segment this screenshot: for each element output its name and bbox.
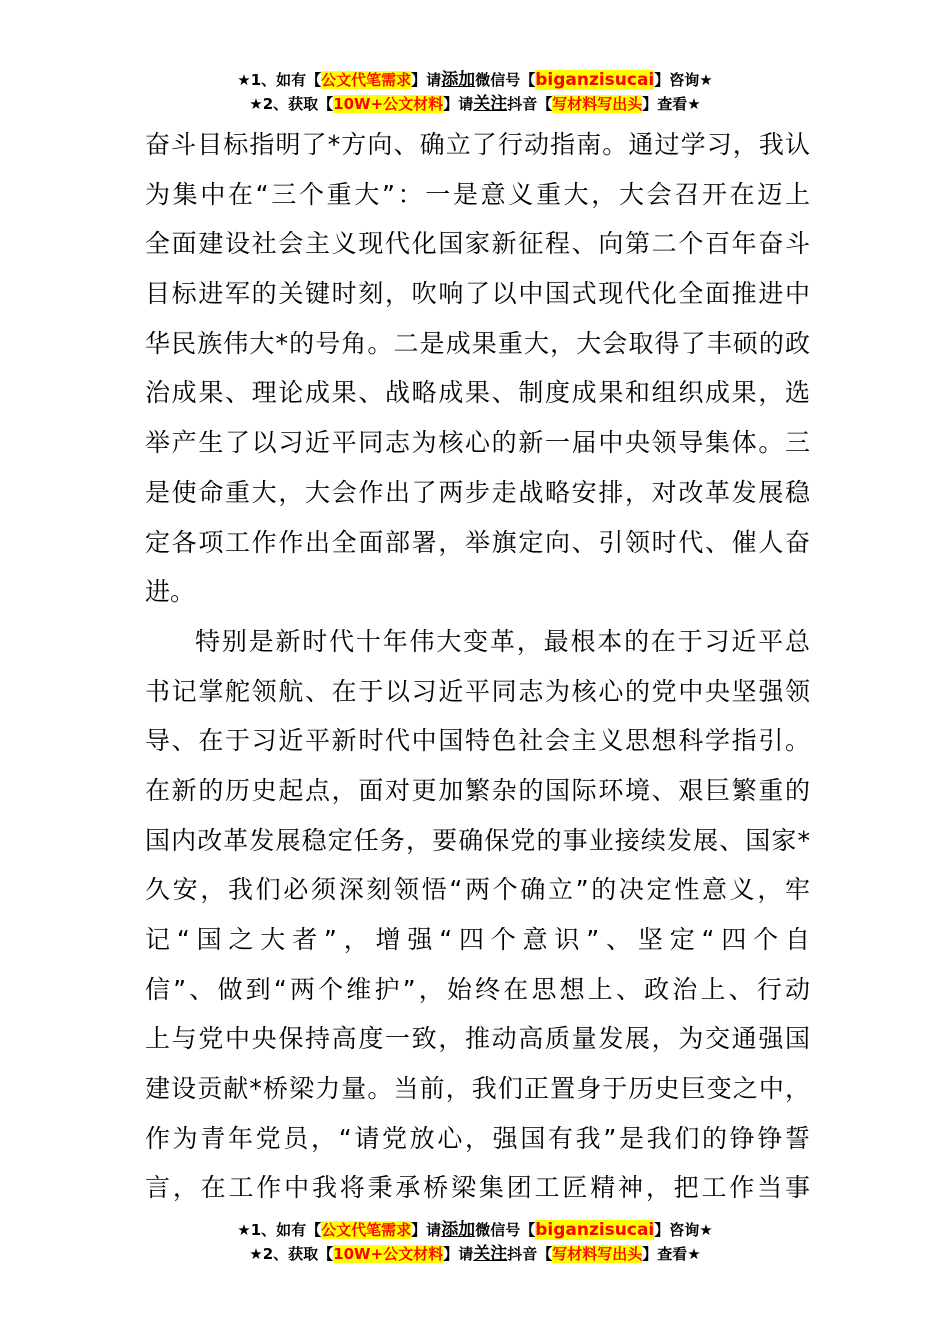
text-line: 为集中在“三个重大”：一是意义重大，大会召开在迈上 [145, 179, 810, 209]
text-line: 目标进军的关键时刻，吹响了以中国式现代化全面推进中 [145, 279, 810, 309]
promo-text: 】请 [443, 1245, 474, 1263]
promo-douyin-id: 写材料写出头 [552, 95, 643, 113]
text-line: 是使命重大，大会作出了两步走战略安排，对改革发展稳 [145, 477, 810, 507]
text-line: 全面建设社会主义现代化国家新征程、向第二个百年奋斗 [145, 229, 810, 259]
promo-text: 】查看★ [642, 1245, 701, 1263]
promo-highlight: 10W+公文材料 [333, 1245, 444, 1263]
text-line: 举产生了以习近平同志为核心的新一届中央领导集体。三 [145, 428, 810, 458]
promo-highlight: 10W+公文材料 [333, 95, 444, 113]
promo-text: 抖音【 [507, 95, 553, 113]
promo-text: 】查看★ [642, 95, 701, 113]
text-line: 奋斗目标指明了*方向、确立了行动指南。通过学习，我认 [145, 130, 810, 159]
document-body [145, 120, 810, 1213]
promo-wechat-id: biganzisucai [535, 1220, 655, 1240]
promo-line-1 [0, 1218, 950, 1242]
text-line: 华民族伟大*的号角。二是成果重大，大会取得了丰硕的政 [145, 328, 810, 358]
promo-text: ★1、如有【 [237, 1221, 322, 1239]
promo-wechat-id: biganzisucai [535, 70, 655, 90]
text-line: 作为青年党员，“请党放心，强国有我”是我们的铮铮誓 [145, 1123, 810, 1153]
promo-highlight: 公文代笔需求 [321, 71, 412, 89]
text-line: 言，在工作中我将秉承桥梁集团工匠精神，把工作当事 [145, 1173, 810, 1203]
promo-text: ★1、如有【 [237, 71, 322, 89]
promo-line-2 [0, 92, 950, 116]
promo-underlined-text: 关注 [473, 1244, 508, 1264]
promo-underlined-text: 添加 [441, 1220, 476, 1240]
text-line: 导、在于习近平新时代中国特色社会主义思想科学指引。 [145, 726, 810, 756]
text-line: 记“国之大者”，增强“四个意识”、坚定“四个自 [145, 925, 810, 954]
text-line: 建设贡献*桥梁力量。当前，我们正置身于历史巨变之中， [145, 1074, 810, 1104]
paragraph-1 [145, 120, 810, 617]
footer-promo-banner [0, 1218, 950, 1266]
text-line: 特别是新时代十年伟大变革，最根本的在于习近平总 [195, 626, 810, 656]
text-line: 上与党中央保持高度一致，推动高质量发展，为交通强国 [145, 1024, 810, 1054]
promo-line-1 [0, 68, 950, 92]
text-line: 国内改革发展稳定任务，要确保党的事业接续发展、国家* [145, 825, 810, 855]
promo-text: 】咨询★ [654, 71, 713, 89]
promo-line-2 [0, 1242, 950, 1266]
promo-text: 微信号【 [475, 71, 536, 89]
promo-highlight: 公文代笔需求 [321, 1221, 412, 1239]
promo-text: 】请 [443, 95, 474, 113]
text-line: 久安，我们必须深刻领悟“两个确立”的决定性意义，牢 [145, 875, 810, 905]
text-line: 书记掌舵领航、在于以习近平同志为核心的党中央坚强领 [145, 676, 810, 706]
header-promo-banner [0, 68, 950, 116]
promo-underlined-text: 添加 [441, 70, 476, 90]
promo-text: 抖音【 [507, 1245, 553, 1263]
promo-text: 】请 [411, 71, 442, 89]
text-line: 在新的历史起点，面对更加繁杂的国际环境、艰巨繁重的 [145, 775, 810, 805]
paragraph-2 [145, 617, 810, 1213]
promo-douyin-id: 写材料写出头 [552, 1245, 643, 1263]
promo-text: 】请 [411, 1221, 442, 1239]
promo-text: ★2、获取【 [249, 95, 334, 113]
promo-text: 微信号【 [475, 1221, 536, 1239]
text-line: 进。 [145, 577, 196, 607]
promo-text: ★2、获取【 [249, 1245, 334, 1263]
promo-underlined-text: 关注 [473, 94, 508, 114]
text-line: 信”、做到“两个维护”，始终在思想上、政治上、行动 [145, 974, 810, 1004]
promo-text: 】咨询★ [654, 1221, 713, 1239]
text-line: 治成果、理论成果、战略成果、制度成果和组织成果，选 [145, 378, 810, 408]
text-line: 定各项工作作出全面部署，举旗定向、引领时代、催人奋 [145, 527, 810, 557]
